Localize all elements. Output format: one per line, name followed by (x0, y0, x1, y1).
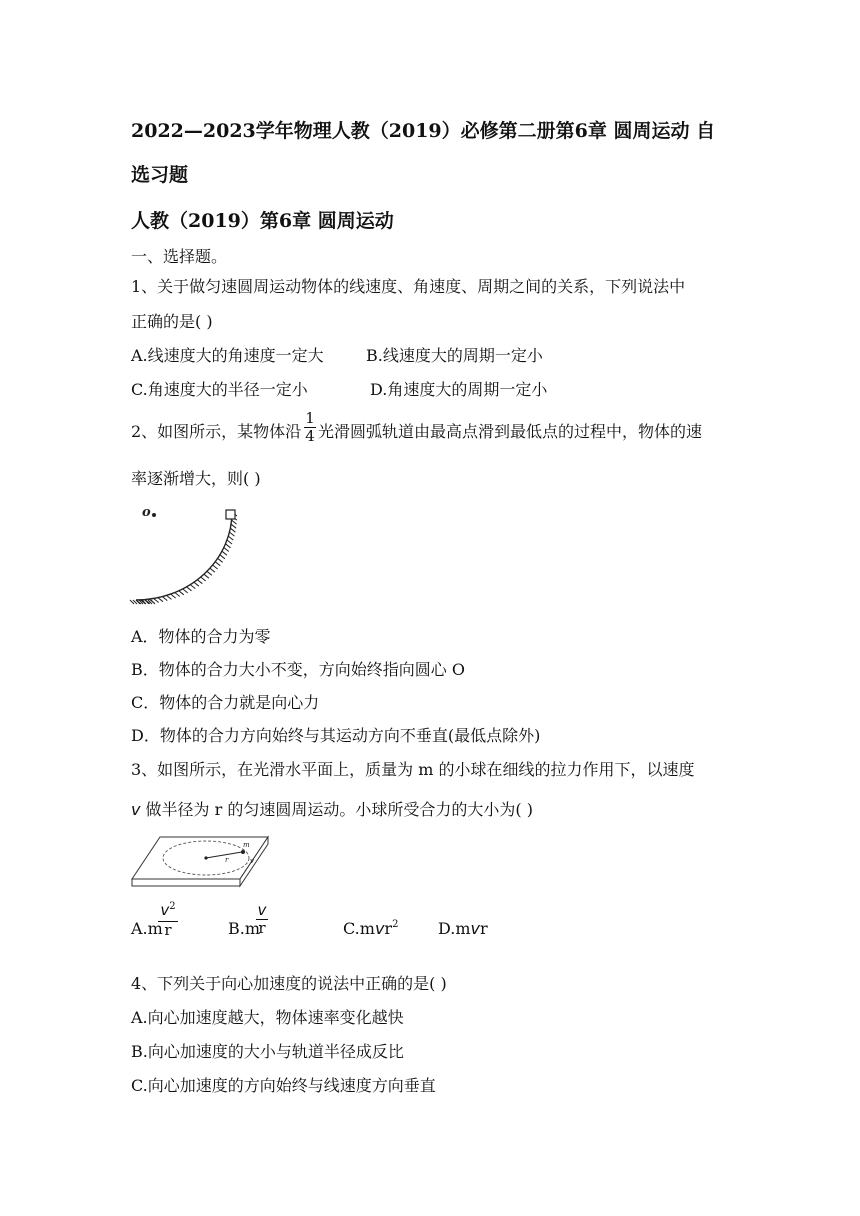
q3-option-b-fraction (256, 903, 268, 936)
hatch-mark (175, 593, 180, 597)
section-heading: 一、选择题。 (131, 247, 228, 266)
hatch-mark (210, 568, 215, 572)
hatch-mark (230, 532, 235, 536)
q4-option-c: C.向心加速度的方向始终与线速度方向垂直 (131, 1076, 436, 1095)
q1-option-a: A.线速度大的角速度一定大 (131, 346, 324, 365)
orbit-center (204, 856, 207, 859)
hatch-mark (167, 595, 172, 599)
hatch-mark (187, 587, 192, 591)
hatch-mark (179, 591, 184, 595)
arc-track (136, 512, 232, 600)
doc-title-line2: 选习题 (131, 164, 189, 186)
exponent: 2 (392, 919, 399, 930)
hatch-mark (232, 520, 237, 524)
q3-option-a-denominator: r (164, 921, 172, 939)
center-point (152, 513, 156, 517)
hatch-mark (158, 598, 163, 602)
hatch-mark (231, 524, 236, 528)
hatch-mark (213, 565, 218, 569)
option-d-prefix: D.m (438, 919, 471, 938)
q3-plane-figure (130, 833, 270, 893)
velocity-symbol: v (374, 919, 385, 938)
q1-option-c: C.角速度大的半径一定小 (131, 380, 308, 399)
q3-option-a-fraction (158, 903, 178, 938)
hatch-mark (162, 597, 167, 601)
plane-edge (132, 879, 240, 886)
hatch-mark (171, 594, 176, 598)
q2-option-d: D．物体的合力方向始终与其运动方向不垂直(最低点除外) (131, 726, 541, 745)
label-v: v (250, 857, 254, 865)
center-label-o: o (142, 505, 151, 520)
q3-option-b-denominator: r (258, 919, 266, 937)
hatch-mark (230, 528, 235, 532)
ball (241, 850, 245, 854)
q1-option-b: B.线速度大的周期一定小 (366, 346, 543, 365)
option-c-radius: r (384, 919, 393, 938)
q4-option-b: B.向心加速度的大小与轨道半径成反比 (131, 1042, 404, 1061)
hatch-mark (204, 574, 209, 578)
velocity-symbol: v (470, 919, 480, 938)
q2-option-b: B．物体的合力大小不变，方向始终指向圆心 O (131, 660, 465, 679)
velocity-symbol: v (160, 901, 170, 919)
q2-option-a: A．物体的合力为零 (131, 627, 271, 646)
q2-option-c: C．物体的合力就是向心力 (131, 693, 320, 712)
q1-stem-line2: 正确的是( ) (131, 312, 213, 331)
hatch-mark (222, 551, 227, 555)
block-object (226, 510, 235, 519)
q4-option-a: A.向心加速度越大，物体速率变化越快 (131, 1008, 404, 1027)
q3-stem-line1: 3、如图所示，在光滑水平面上，质量为 m 的小球在细线的拉力作用下，以速度 (131, 760, 695, 779)
hatch-mark (218, 558, 223, 562)
option-d-radius: r (479, 919, 488, 938)
q2-stem-post: 光滑圆弧轨道由最高点滑到最低点的过程中，物体的速 (318, 422, 703, 441)
doc-title-line1: 2022—2023学年物理人教（2019）必修第二册第6章 圆周运动 自 (131, 120, 716, 142)
hatch-mark (207, 571, 212, 575)
hatch-mark (190, 585, 195, 589)
q4-stem: 4、下列关于向心加速度的说法中正确的是( ) (131, 974, 447, 993)
option-c-prefix: C.m (343, 919, 375, 938)
hatch-mark (183, 589, 188, 593)
hatch-mark (228, 536, 233, 540)
q2-stem-line2: 率逐渐增大，则( ) (131, 469, 261, 488)
q3-velocity-symbol: v (131, 800, 141, 819)
q3-option-b-prefix: B.m (228, 919, 261, 938)
hatch-mark (227, 540, 232, 544)
hatch-mark (215, 562, 220, 566)
q3-option-a-numerator (158, 903, 178, 920)
doc-subtitle: 人教（2019）第6章 圆周运动 (131, 210, 394, 232)
q2-fraction-numerator: 1 (305, 409, 315, 427)
hatch-mark (220, 555, 225, 559)
hatch-mark (224, 548, 229, 552)
q2-arc-figure (128, 500, 248, 610)
hatch-mark (194, 582, 199, 586)
q3-stem-line2-text: 做半径为 r 的匀速圆周运动。小球所受合力的大小为( ) (140, 800, 533, 819)
q1-option-d: D.角速度大的周期一定小 (370, 380, 548, 399)
exponent: 2 (169, 901, 176, 912)
label-m: m (243, 841, 250, 849)
q3-option-a-prefix: A.m (131, 919, 163, 938)
hatch-mark (197, 580, 202, 584)
q2-fraction-denominator: 4 (305, 427, 315, 445)
q2-stem-pre: 2、如图所示，某物体沿 (131, 422, 302, 441)
q1-stem-line1: 1、关于做匀速圆周运动物体的线速度、角速度、周期之间的关系，下列说法中 (131, 277, 686, 296)
hatch-marks (130, 512, 237, 604)
q3-option-d (438, 919, 488, 938)
q3-option-c (343, 919, 398, 938)
q2-fraction (304, 411, 316, 444)
label-r: r (225, 856, 229, 864)
q3-option-b-numerator: v (257, 901, 267, 919)
q3-stem-line2 (131, 797, 533, 820)
hatch-mark (226, 544, 231, 548)
hatch-mark (201, 577, 206, 581)
